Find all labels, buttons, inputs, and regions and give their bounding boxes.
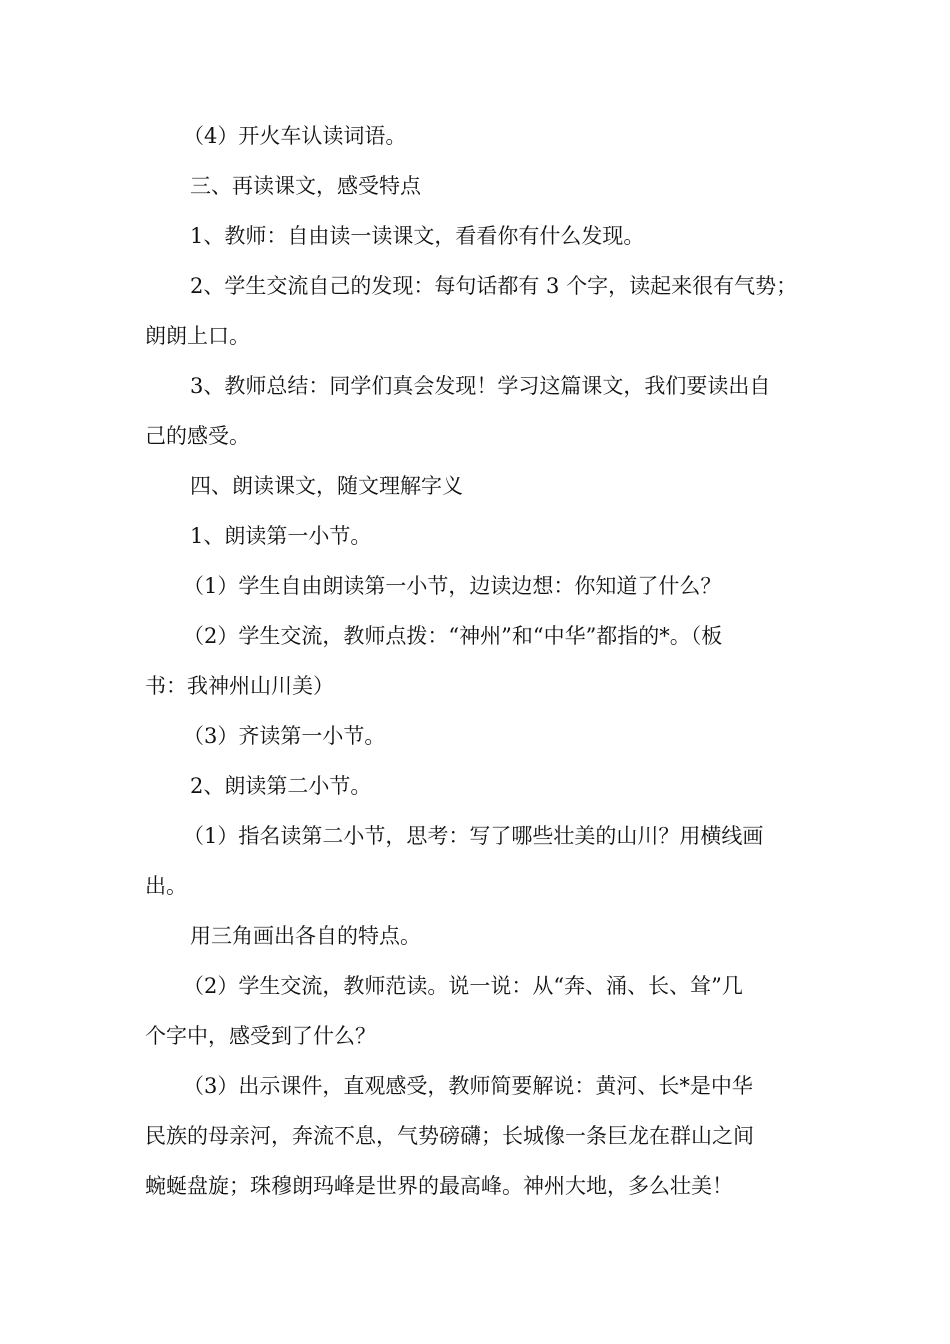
text-line: 用三角画出各自的特点。 — [190, 924, 421, 948]
text-line: 1、朗读第一小节。 — [190, 524, 372, 548]
text-line: （4）开火车认读词语。 — [183, 124, 407, 148]
section-heading: 三、再读课文，感受特点 — [190, 174, 421, 198]
text-line: 民族的母亲河，奔流不息，气势磅礴；长城像一条巨龙在群山之间 — [145, 1124, 754, 1148]
text-line: （2）学生交流，教师点拨：“神州”和“中华”都指的*。（板 — [183, 624, 723, 648]
text-line: （3）齐读第一小节。 — [183, 724, 386, 748]
section-heading: 四、朗读课文，随文理解字义 — [190, 474, 463, 498]
text-line: 朗朗上口。 — [145, 324, 250, 348]
text-line: 1、教师：自由读一读课文，看看你有什么发现。 — [190, 224, 645, 248]
text-line: （3）出示课件，直观感受，教师简要解说：黄河、长*是中华 — [183, 1074, 753, 1098]
text-line: 蜿蜒盘旋；珠穆朗玛峰是世界的最高峰。神州大地，多么壮美！ — [145, 1174, 733, 1198]
text-line: 2、学生交流自己的发现：每句话都有 3 个字，读起来很有气势； — [190, 274, 798, 298]
text-line: （1）学生自由朗读第一小节，边读边想：你知道了什么？ — [183, 574, 722, 598]
text-line: 2、朗读第二小节。 — [190, 774, 372, 798]
text-line: 个字中，感受到了什么？ — [145, 1024, 376, 1048]
text-line: 3、教师总结：同学们真会发现！学习这篇课文，我们要读出自 — [190, 374, 771, 398]
text-line: （1）指名读第二小节，思考：写了哪些壮美的山川？用横线画 — [183, 824, 764, 848]
text-line: 书：我神州山川美） — [145, 674, 334, 698]
text-line: （2）学生交流，教师范读。说一说：从“奔、涌、长、耸”几 — [183, 974, 743, 998]
text-line: 出。 — [145, 874, 187, 898]
text-line: 己的感受。 — [145, 424, 250, 448]
